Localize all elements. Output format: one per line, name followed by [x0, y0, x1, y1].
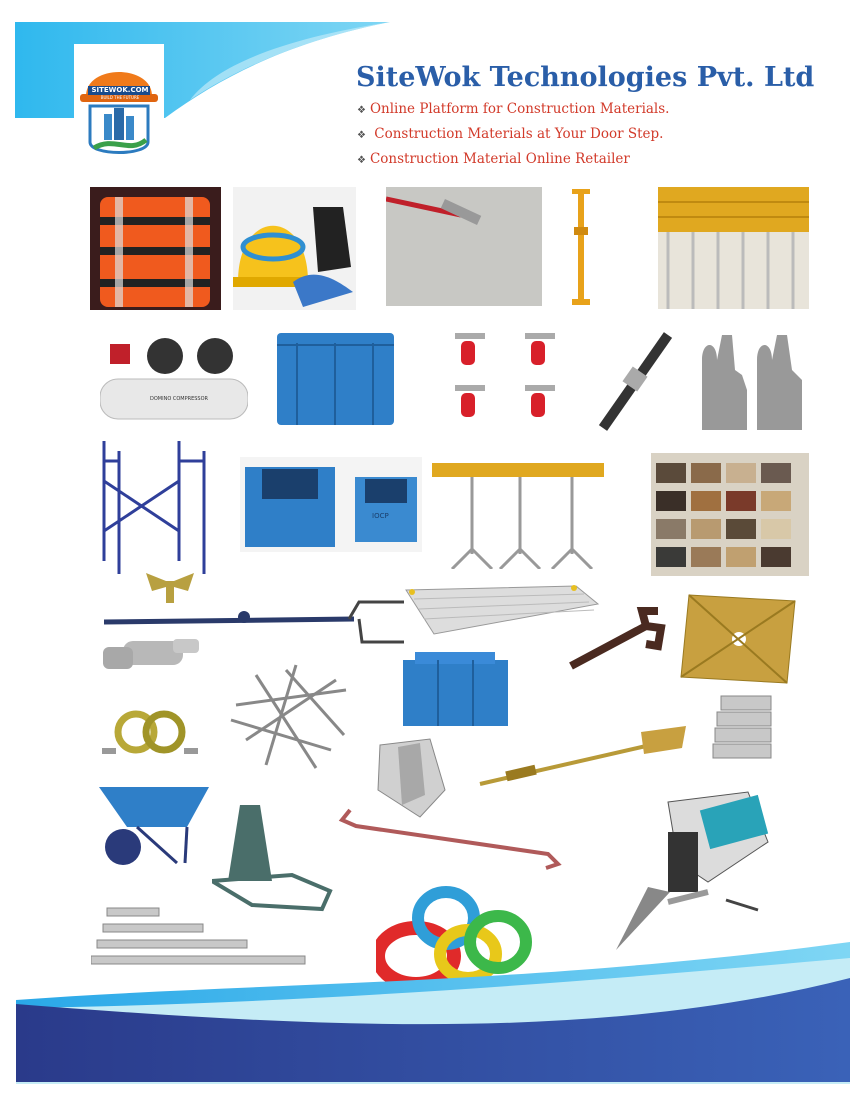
product-prop-jack: [566, 187, 596, 307]
product-table-formwork: [432, 459, 604, 569]
product-scaffold-frame: [99, 441, 209, 574]
footer-wave: [0, 924, 864, 1104]
product-c-clamp: [566, 606, 666, 678]
product-air-compressor: [100, 334, 248, 429]
product-wheelbarrow: [97, 785, 213, 869]
tagline-2: [357, 126, 663, 142]
compressor-brand: DOMINO COMPRESSOR: [150, 396, 208, 402]
product-base-plate: [677, 591, 799, 686]
tagline-3: [357, 151, 630, 167]
cube-mould-marking: IOCP: [372, 512, 389, 520]
logo-subtext: BUILD THE FUTURE: [100, 95, 140, 100]
product-safety-jacket: [90, 187, 221, 310]
logo-text: SITEWOK.COM: [91, 86, 149, 94]
product-metal-slats: [711, 694, 777, 768]
product-tiles-samples: [651, 453, 809, 576]
product-water-stopper: [103, 631, 201, 685]
tagline-text: Construction Material Online Retailer: [369, 151, 630, 167]
product-coupler: [102, 706, 198, 762]
tagline-text: Online Platform for Construction Materials.: [369, 101, 670, 117]
product-formwork-frame: [658, 187, 809, 309]
product-anchor-rod: [476, 724, 688, 790]
company-name: SiteWok Technologies Pvt. Ltd: [356, 62, 815, 93]
bullet: ❖: [357, 155, 366, 166]
product-plastic-mould: [277, 333, 394, 425]
product-blue-mould: [403, 650, 513, 726]
product-hook-bar: [336, 806, 562, 872]
product-rebar-coupler: [598, 330, 674, 432]
bullet: ❖: [357, 105, 366, 116]
product-helmet-gloves-boots: [233, 187, 356, 310]
product-caster-wheels: [455, 333, 575, 428]
bullet: ❖: [357, 130, 366, 141]
tagline-1: [357, 101, 669, 117]
product-nails: [226, 660, 351, 775]
product-gloves: [697, 330, 807, 433]
product-cube-moulds: [240, 457, 422, 552]
product-concrete-trowel: [386, 187, 542, 306]
product-slump-cone: [212, 801, 338, 915]
tagline-text: Construction Materials at Your Door Step.: [369, 126, 664, 142]
company-logo: [74, 44, 164, 168]
